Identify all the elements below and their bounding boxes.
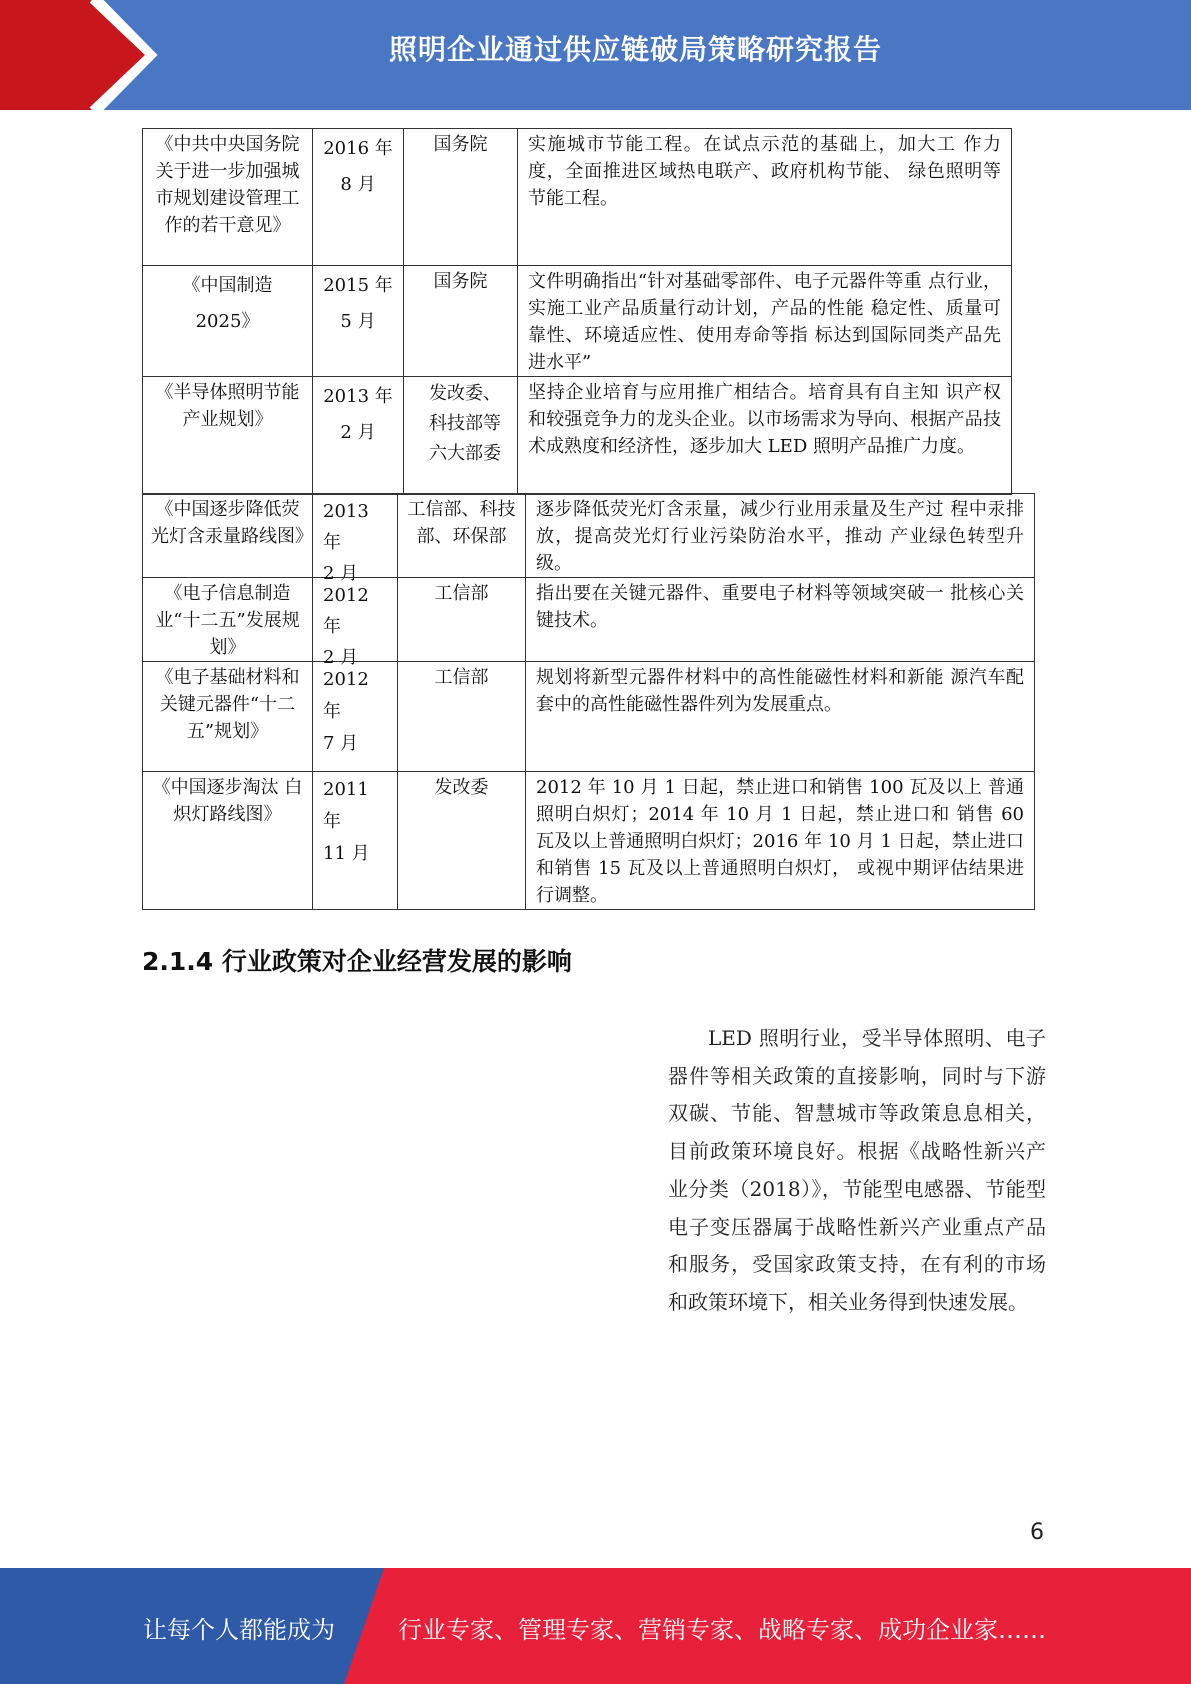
policy-date: 2011 年 11 月 — [313, 772, 398, 910]
table-row — [143, 266, 1012, 377]
footer-slogan-left: 让每个人都能成为 — [143, 1616, 335, 1644]
policy-title: 《半导体照明节能产业规划》 — [143, 377, 313, 495]
policy-org: 工信部 — [398, 662, 526, 772]
table-row — [143, 129, 1012, 266]
policy-date: 2012 年 7 月 — [313, 662, 398, 772]
page-number: 6 — [1030, 1520, 1044, 1545]
policy-date: 2012 年 2 月 — [313, 578, 398, 662]
policy-title: 《电子基础材料和关键元器件“十二五”规划》 — [143, 662, 313, 772]
policy-desc: 文件明确指出“针对基础零部件、电子元器件等重 点行业，实施工业产品质量行动计划，产品的性能 稳定性、质量可靠性、环境适应性、使用寿命等指 标达到国际同类产品先进水平” — [518, 266, 1012, 377]
policy-table-part-1 — [142, 128, 1012, 495]
report-title: 照明企业通过供应链破局策略研究报告 — [388, 33, 882, 66]
policy-title: 《电子信息制造业“十二五”发展规划》 — [143, 578, 313, 662]
policy-date: 2016 年 8 月 — [313, 129, 404, 266]
policy-org: 国务院 — [404, 129, 518, 266]
policy-desc: 逐步降低荧光灯含汞量，减少行业用汞量及生产过 程中汞排放，提高荧光灯行业污染防治水平，推动 产业绿色转型升级。 — [526, 494, 1035, 578]
table-row — [143, 772, 1035, 910]
policy-org: 工信部 — [398, 578, 526, 662]
policy-title: 《中国逐步降低荧光灯含汞量路线图》 — [143, 494, 313, 578]
policy-desc: 2012 年 10 月 1 日起，禁止进口和销售 100 瓦及以上 普通照明白炽灯；2014 年 10 月 1 日起，禁止进口和 销售 60 瓦及以上普通照明白炽灯；2016 年 10 月 1 日起，禁止进口和销售 15 瓦及以上普通照明白炽灯， 或视中期评估结果进行调整。 — [526, 772, 1035, 910]
table-row — [143, 578, 1035, 662]
policy-date: 2013 年 2 月 — [313, 377, 404, 495]
policy-table-part-2 — [142, 493, 1035, 910]
section-heading: 2.1.4 行业政策对企业经营发展的影响 — [142, 947, 572, 976]
policy-desc: 指出要在关键元器件、重要电子材料等领域突破一 批核心关键技术。 — [526, 578, 1035, 662]
policy-desc: 规划将新型元器件材料中的高性能磁性材料和新能 源汽车配套中的高性能磁性器件列为发展重点。 — [526, 662, 1035, 772]
policy-desc: 坚持企业培育与应用推广相结合。培育具有自主知 识产权和较强竞争力的龙头企业。以市场需求为导向、根据产品技术成熟度和经济性，逐步加大 LED 照明产品推广力度。 — [518, 377, 1012, 495]
policy-title: 《中共中央国务院关于进一步加强城市规划建设管理工作的若干意见》 — [143, 129, 313, 266]
policy-desc: 实施城市节能工程。在试点示范的基础上，加大工 作力度，全面推进区域热电联产、政府机构节能、 绿色照明等节能工程。 — [518, 129, 1012, 266]
section-paragraph: LED 照明行业，受半导体照明、电子器件等相关政策的直接影响，同时与下游双碳、节能、智慧城市等政策息息相关，目前政策环境良好。根据《战略性新兴产业分类（2018）》，节能型电感器、节能型电子变压器属于战略性新兴产业重点产品和服务，受国家政策支持，在有利的市场和政策环境下，相关业务得到快速发展。 — [668, 1026, 1046, 1314]
policy-title: 《中国制造 2025》 — [143, 266, 313, 377]
table-row — [143, 662, 1035, 772]
table-row — [143, 494, 1035, 578]
table-row — [143, 377, 1012, 495]
policy-org: 发改委、 科技部等六大部委 — [404, 377, 518, 495]
policy-date: 2015 年 5 月 — [313, 266, 404, 377]
policy-title: 《中国逐步淘汰 白炽灯路线图》 — [143, 772, 313, 910]
policy-org: 工信部、科技部、环保部 — [398, 494, 526, 578]
policy-org: 国务院 — [404, 266, 518, 377]
page-header — [0, 0, 1191, 110]
policy-date: 2013 年 2 月 — [313, 494, 398, 578]
policy-org: 发改委 — [398, 772, 526, 910]
footer-slogan-right: 行业专家、管理专家、营销专家、战略专家、成功企业家…… — [398, 1616, 1046, 1644]
